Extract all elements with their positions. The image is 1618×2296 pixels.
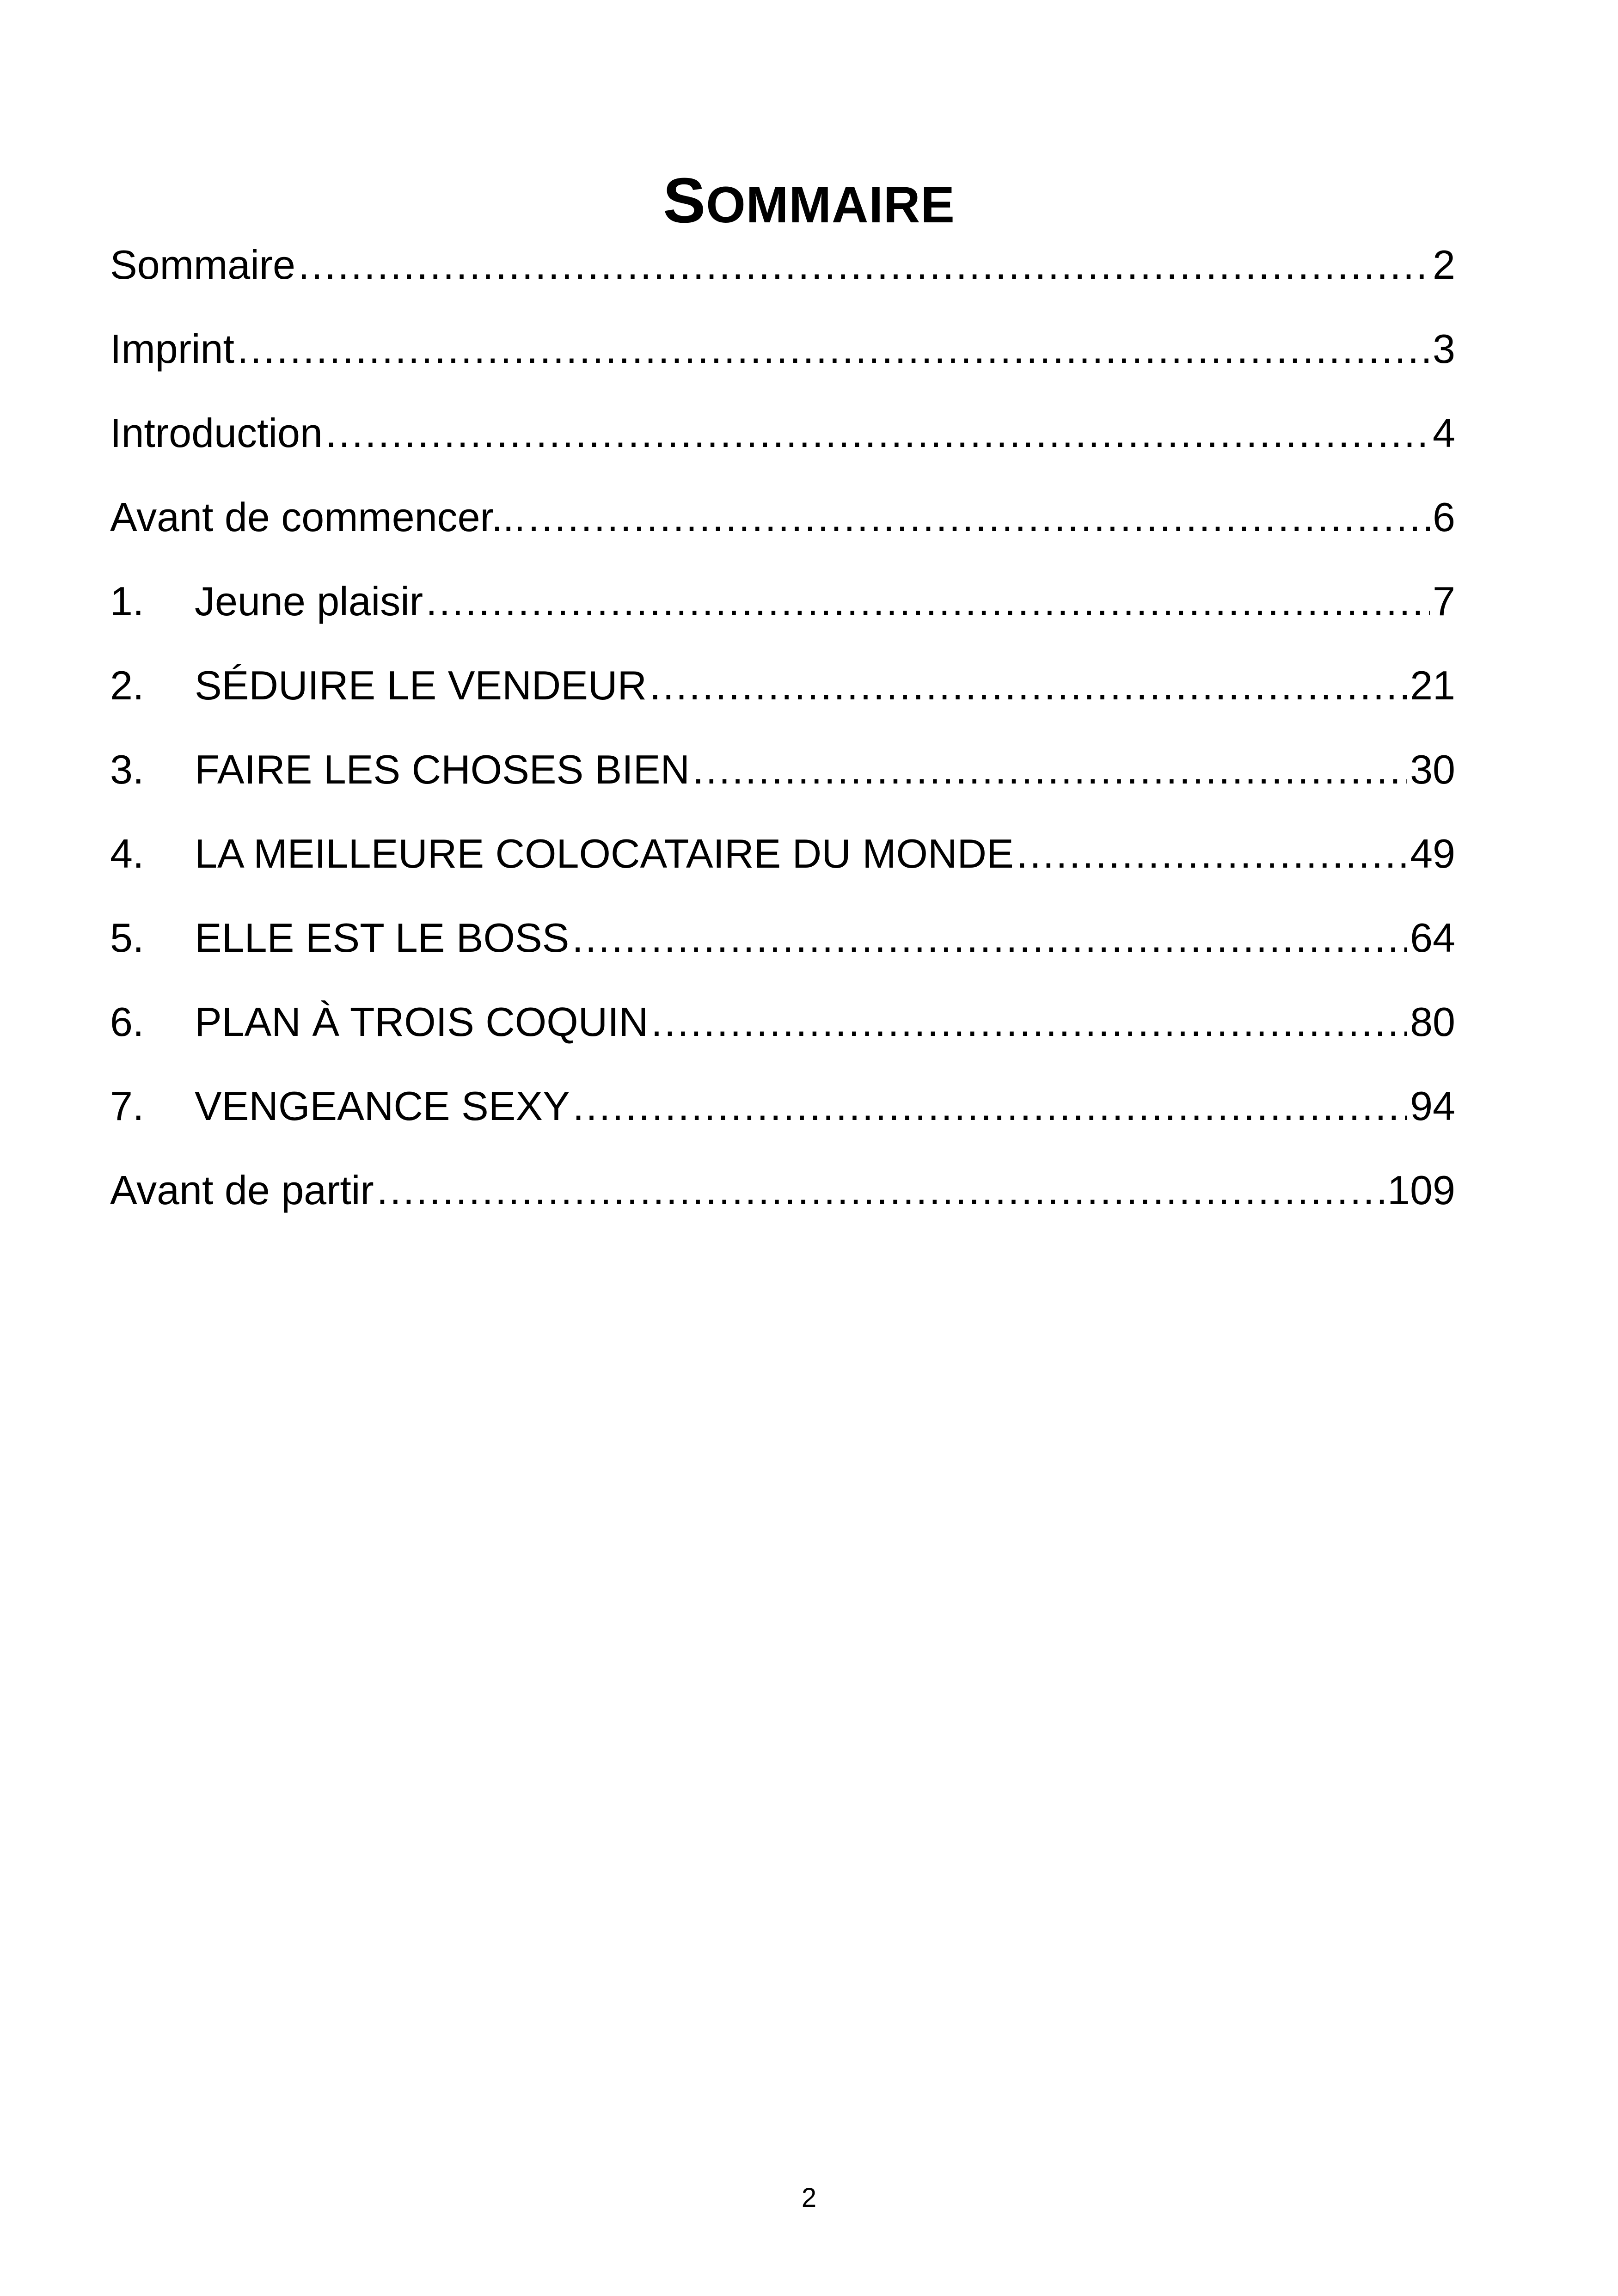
title-initial: S <box>663 165 706 237</box>
toc-entry-label: Sommaire <box>110 242 295 288</box>
toc-entry-label: LA MEILLEURE COLOCATAIRE DU MONDE <box>195 831 1014 876</box>
toc-entry[interactable] <box>110 1156 1455 1240</box>
toc-entry-page: 7 <box>1433 578 1455 624</box>
toc-entry[interactable] <box>110 735 1455 819</box>
toc-leader-dots <box>573 1071 1407 1141</box>
toc-entry-page: 109 <box>1387 1167 1455 1213</box>
toc-entry-page: 30 <box>1410 747 1455 792</box>
toc-entry[interactable] <box>110 987 1455 1071</box>
toc-entry[interactable] <box>110 314 1455 398</box>
toc-entry-number: 2. <box>110 662 144 708</box>
toc-entry-number: 1. <box>110 578 144 624</box>
toc-entry[interactable] <box>110 903 1455 987</box>
toc-entry-number: 3. <box>110 747 144 792</box>
toc-entry-number: 4. <box>110 831 144 876</box>
toc-entry-label: ELLE EST LE BOSS <box>195 915 570 961</box>
toc-leader-dots <box>651 987 1407 1057</box>
toc-entry[interactable] <box>110 398 1455 483</box>
toc-entry-page: 21 <box>1410 662 1455 708</box>
table-of-contents <box>110 230 1455 1240</box>
toc-entry-number: 5. <box>110 915 144 961</box>
toc-entry-page: 3 <box>1433 326 1455 372</box>
toc-entry-label: Introduction <box>110 410 323 456</box>
toc-leader-dots <box>426 567 1430 636</box>
toc-leader-dots <box>1017 819 1407 888</box>
toc-entry-number: 7. <box>110 1083 144 1129</box>
toc-entry-label: Avant de commencer... <box>110 494 526 540</box>
toc-entry-label: Imprint <box>110 326 234 372</box>
toc-leader-dots <box>298 230 1430 300</box>
toc-entry[interactable] <box>110 651 1455 735</box>
toc-entry-label: PLAN À TROIS COQUIN <box>195 999 649 1045</box>
toc-leader-dots <box>572 903 1407 973</box>
toc-entry[interactable] <box>110 819 1455 903</box>
toc-entry-page: 49 <box>1410 831 1455 876</box>
toc-entry-label: Avant de partir <box>110 1167 374 1213</box>
toc-leader-dots <box>650 651 1407 720</box>
toc-entry-page: 6 <box>1433 494 1455 540</box>
toc-entry-number: 6. <box>110 999 144 1045</box>
toc-leader-dots <box>528 483 1430 552</box>
toc-leader-dots <box>325 398 1430 468</box>
toc-entry-page: 2 <box>1433 242 1455 288</box>
toc-entry[interactable] <box>110 1071 1455 1156</box>
page-number: 2 <box>801 2183 817 2213</box>
toc-leader-dots <box>237 314 1430 384</box>
toc-entry-label: FAIRE LES CHOSES BIEN <box>195 747 690 792</box>
toc-leader-dots <box>693 735 1407 804</box>
toc-entry-label: VENGEANCE SEXY <box>195 1083 570 1129</box>
toc-entry[interactable] <box>110 230 1455 314</box>
toc-entry-page: 64 <box>1410 915 1455 961</box>
toc-entry[interactable] <box>110 483 1455 567</box>
title-rest: OMMAIRE <box>706 177 955 234</box>
toc-entry-page: 94 <box>1410 1083 1455 1129</box>
toc-entry-label: SÉDUIRE LE VENDEUR <box>195 662 647 708</box>
toc-entry-label: Jeune plaisir <box>195 578 423 624</box>
toc-leader-dots <box>377 1156 1385 1225</box>
toc-entry[interactable] <box>110 567 1455 651</box>
toc-entry-page: 80 <box>1410 999 1455 1045</box>
toc-entry-page: 4 <box>1433 410 1455 456</box>
